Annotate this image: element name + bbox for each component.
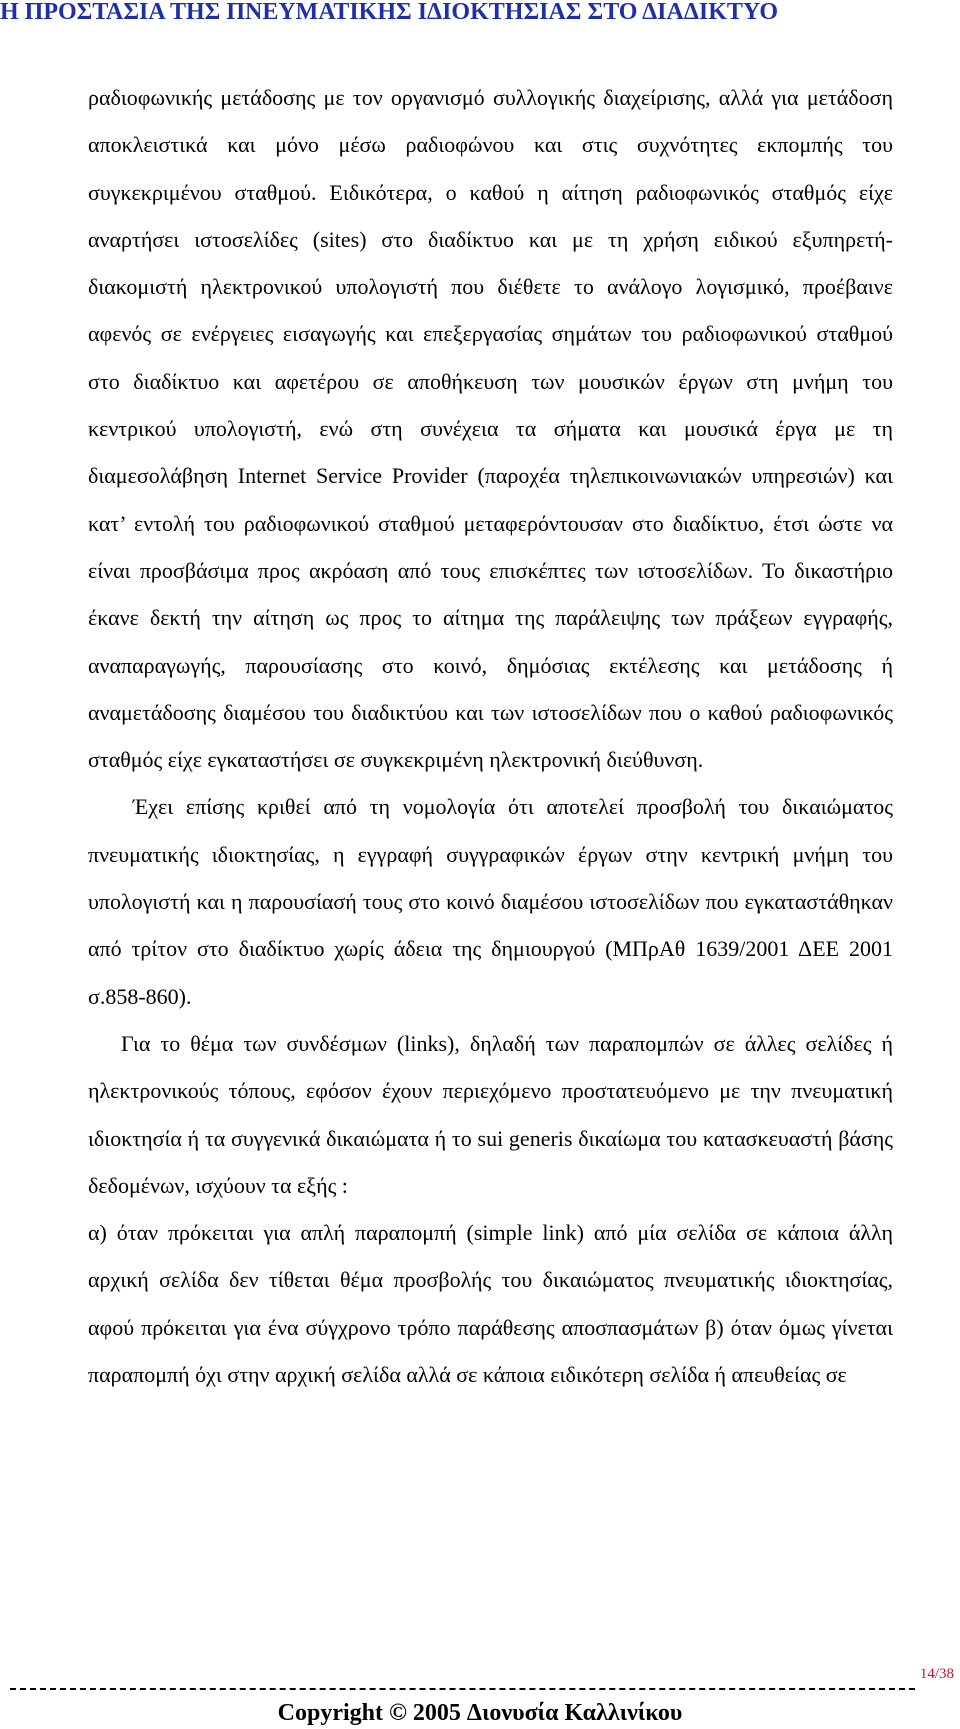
footer-divider — [10, 1688, 915, 1700]
document-body — [88, 74, 893, 1398]
copyright-notice: Copyright © 2005 Διονυσία Καλλινίκου — [277, 1700, 683, 1726]
body-paragraph: Για το θέμα των συνδέσμων (links), δηλαδή των παραπομπών σε άλλες σελίδες ή ηλεκτρονικούς τόπους, εφόσον έχουν περιεχόμενο προστατευόμενο με την πνευματική ιδιοκτησία ή τα συγγενικά δικαιώματα ή το sui generis δικαίωμα του κατασκευαστή βάσης δεδομένων, ισχύουν τα εξής : — [88, 1030, 893, 1198]
body-paragraph: Έχει επίσης κριθεί από τη νομολογία ότι αποτελεί προσβολή του δικαιώματος πνευματικής ιδιοκτησίας, η εγγραφή συγγραφικών έργων στην κεντρική μνήμη του υπολογιστή και η παρουσίασή τους στο κοινό διαμέσου ιστοσελίδων που εγκαταστάθηκαν από τρίτον στο διαδίκτυο χωρίς άδεια της δημιουργού (ΜΠρΑθ 1639/2001 ΔΕΕ 2001 σ.858-860). — [88, 794, 893, 1009]
body-paragraph: α) όταν πρόκειται για απλή παραπομπή (simple link) από μία σελίδα σε κάποια άλλη αρχική σελίδα δεν τίθεται θέμα προσβολής του δικαιώματος πνευματικής ιδιοκτησίας, αφού πρόκειται για ένα σύγχρονο τρόπο παράθεσης αποσπασμάτων β) όταν όμως γίνεται παραπομπή όχι στην αρχική σελίδα αλλά σε κάποια ειδικότερη σελίδα ή απευθείας σε — [88, 1220, 893, 1388]
body-paragraph: ραδιοφωνικής μετάδοσης με τον οργανισμό συλλογικής διαχείρισης, αλλά για μετάδοση αποκλειστικά και μόνο μέσω ραδιοφώνου και στις συχνότητες εκπομπής του συγκεκριμένου σταθμού. Ειδικότερα, ο καθού η αίτηση ραδιοφωνικός σταθμός είχε αναρτήσει ιστοσελίδες (sites) στο διαδίκτυο και με τη χρήση ειδικού εξυπηρετή-διακομιστή ηλεκτρονικού υπολογιστή που διέθετε το ανάλογο λογισμικό, προέβαινε αφενός σε ενέργειες εισαγωγής και επεξεργασίας σημάτων του ραδιοφωνικού σταθμού στο διαδίκτυο και αφετέρου σε αποθήκευση των μουσικών έργων στη μνήμη του κεντρικού υπολογιστή, ενώ στη συνέχεια τα σήματα και μουσικά έργα με τη διαμεσολάβηση Internet Service Provider (παροχέα τηλεπικοινωνιακών υπηρεσιών) και κατ’ εντολή του ραδιοφωνικού σταθμού μεταφερόντουσαν στο διαδίκτυο, έτσι ώστε να είναι προσβάσιμα προς ακρόαση από τους επισκέπτες των ιστοσελίδων. Το δικαστήριο έκανε δεκτή την αίτηση ως προς το αίτημα της παράλειψης των πράξεων εγγραφής, αναπαραγωγής, παρουσίασης στο κοινό, δημόσιας εκτέλεσης και μετάδοσης ή αναμετάδοσης διαμέσου του διαδικτύου και των ιστοσελίδων που ο καθού ραδιοφωνικός σταθμός είχε εγκαταστήσει σε συγκεκριμένη ηλεκτρονική διεύθυνση. — [88, 85, 893, 773]
page-header-title: Η ΠΡΟΣΤΑΣΙΑ ΤΗΣ ΠΝΕΥΜΑΤΙΚΗΣ ΙΔΙΟΚΤΗΣΙΑΣ ΣΤΟ ΔΙΑΔΙΚΤΥΟ — [0, 0, 779, 25]
page-number: 14/38 — [919, 1666, 954, 1682]
